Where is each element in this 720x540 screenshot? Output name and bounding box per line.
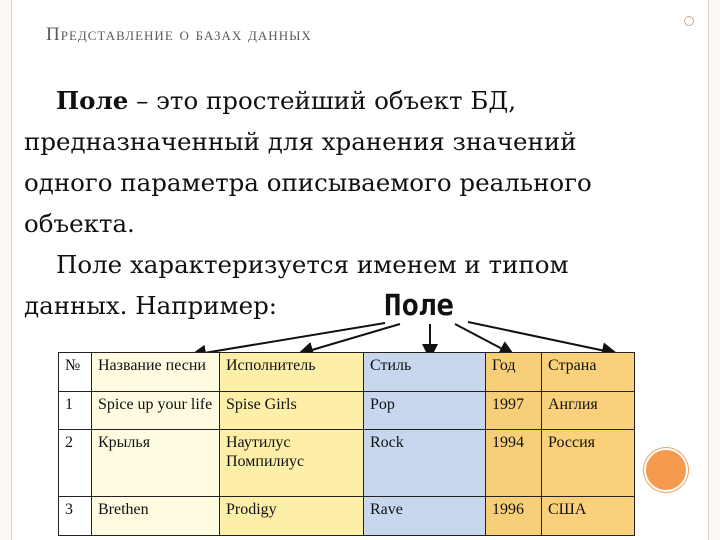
cell-year: 1997 [486, 391, 542, 430]
arrow-to-song-name [198, 323, 385, 354]
cell-style: Pop [364, 391, 486, 430]
cell-country: Россия [542, 430, 635, 497]
cell-number: 3 [59, 497, 92, 536]
cell-song-name: Brethen [92, 497, 220, 536]
paragraph-1-line-3: одного параметра описываемого реального [24, 168, 592, 197]
header-year: Год [486, 353, 542, 392]
header-song-name: Название песни [92, 353, 220, 392]
cell-artist: Наутилус Помпилиус [220, 430, 364, 497]
table-row [59, 430, 635, 497]
cell-country: Англия [542, 391, 635, 430]
cell-year: 1996 [486, 497, 542, 536]
paragraph-2-line-1: Поле характеризуется именем и типом [56, 250, 569, 279]
arrow-to-country [468, 322, 610, 352]
cell-number: 1 [59, 391, 92, 430]
paragraph-2-line-2: данных. Например: [24, 291, 278, 320]
cell-artist: Prodigy [220, 497, 364, 536]
paragraph-1-line-2: предназначенный для хранения значений [24, 127, 577, 156]
field-term: Поле [56, 86, 129, 115]
paragraph-1-line-4: объекта. [24, 209, 135, 238]
cell-number: 2 [59, 430, 92, 497]
cell-style: Rock [364, 430, 486, 497]
cell-style: Rave [364, 497, 486, 536]
table-header-row [59, 353, 635, 392]
cell-country: США [542, 497, 635, 536]
header-artist: Исполнитель [220, 353, 364, 392]
music-table [58, 352, 635, 536]
slide-title: Представление о базах данных [46, 24, 312, 45]
table-row [59, 497, 635, 536]
header-style: Стиль [364, 353, 486, 392]
cell-year: 1994 [486, 430, 542, 497]
table-row [59, 391, 635, 430]
cell-song-name: Крылья [92, 430, 220, 497]
header-number: № [59, 353, 92, 392]
header-country: Страна [542, 353, 635, 392]
orange-circle-decoration [644, 448, 688, 492]
field-diagram-label: Поле [384, 288, 454, 322]
cell-artist: Spise Girls [220, 391, 364, 430]
cell-song-name: Spice up your life [92, 391, 220, 430]
paragraph-1-line-1-text: – это простейший объект БД, [128, 86, 517, 115]
